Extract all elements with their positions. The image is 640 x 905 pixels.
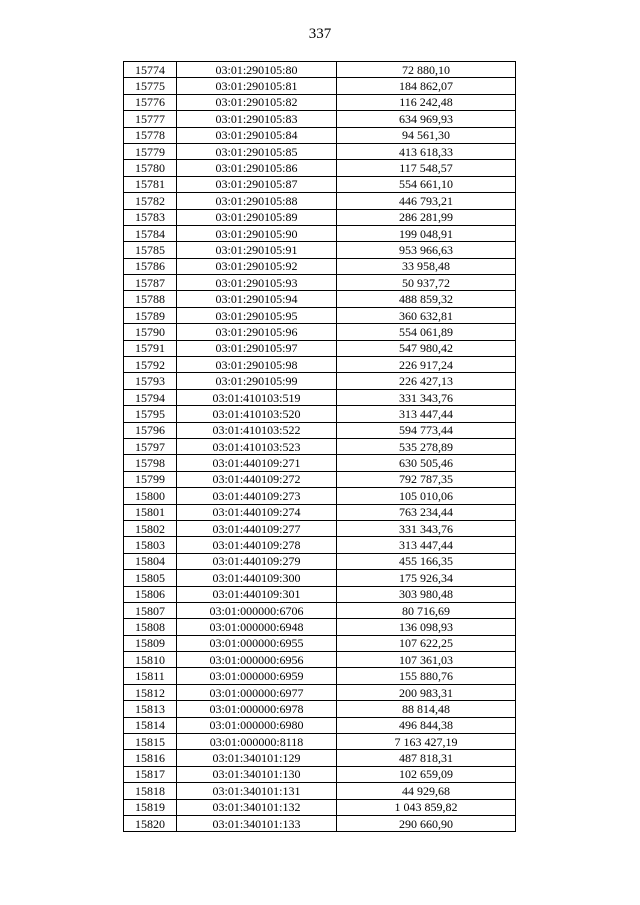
cadastral-value-cell: 50 937,72 xyxy=(337,275,516,291)
table-row xyxy=(124,422,516,438)
cadastral-number-cell: 03:01:440109:274 xyxy=(177,504,337,520)
cadastral-value-cell: 487 818,31 xyxy=(337,750,516,766)
cadastral-number-cell: 03:01:440109:273 xyxy=(177,488,337,504)
cadastral-number-cell: 03:01:290105:85 xyxy=(177,143,337,159)
table-row xyxy=(124,307,516,323)
row-number-cell: 15782 xyxy=(124,193,177,209)
table-row xyxy=(124,160,516,176)
row-number-cell: 15784 xyxy=(124,225,177,241)
table-row xyxy=(124,553,516,569)
row-number-cell: 15793 xyxy=(124,373,177,389)
cadastral-value-cell: 290 660,90 xyxy=(337,815,516,831)
row-number-cell: 15811 xyxy=(124,668,177,684)
cadastral-number-cell: 03:01:410103:523 xyxy=(177,438,337,454)
row-number-cell: 15786 xyxy=(124,258,177,274)
cadastral-number-cell: 03:01:410103:522 xyxy=(177,422,337,438)
row-number-cell: 15817 xyxy=(124,766,177,782)
cadastral-value-cell: 88 814,48 xyxy=(337,701,516,717)
row-number-cell: 15809 xyxy=(124,635,177,651)
cadastral-value-cell: 94 561,30 xyxy=(337,127,516,143)
cadastral-number-cell: 03:01:290105:87 xyxy=(177,176,337,192)
table-row xyxy=(124,783,516,799)
cadastral-value-cell: 117 548,57 xyxy=(337,160,516,176)
cadastral-number-cell: 03:01:290105:96 xyxy=(177,324,337,340)
table-row xyxy=(124,684,516,700)
cadastral-value-cell: 360 632,81 xyxy=(337,307,516,323)
row-number-cell: 15813 xyxy=(124,701,177,717)
cadastral-value-cell: 446 793,21 xyxy=(337,193,516,209)
table-row xyxy=(124,111,516,127)
cadastral-number-cell: 03:01:290105:95 xyxy=(177,307,337,323)
row-number-cell: 15796 xyxy=(124,422,177,438)
row-number-cell: 15810 xyxy=(124,652,177,668)
row-number-cell: 15775 xyxy=(124,78,177,94)
table-row xyxy=(124,766,516,782)
table-row xyxy=(124,438,516,454)
cadastral-value-cell: 136 098,93 xyxy=(337,619,516,635)
cadastral-value-cell: 554 661,10 xyxy=(337,176,516,192)
cadastral-number-cell: 03:01:000000:6959 xyxy=(177,668,337,684)
cadastral-number-cell: 03:01:290105:83 xyxy=(177,111,337,127)
table-row xyxy=(124,734,516,750)
row-number-cell: 15783 xyxy=(124,209,177,225)
row-number-cell: 15781 xyxy=(124,176,177,192)
row-number-cell: 15788 xyxy=(124,291,177,307)
table-row xyxy=(124,94,516,110)
cadastral-value-cell: 7 163 427,19 xyxy=(337,734,516,750)
cadastral-number-cell: 03:01:410103:519 xyxy=(177,389,337,405)
cadastral-number-cell: 03:01:290105:93 xyxy=(177,275,337,291)
cadastral-number-cell: 03:01:290105:97 xyxy=(177,340,337,356)
row-number-cell: 15820 xyxy=(124,815,177,831)
cadastral-number-cell: 03:01:290105:80 xyxy=(177,62,337,78)
table-row xyxy=(124,340,516,356)
cadastral-value-cell: 953 966,63 xyxy=(337,242,516,258)
cadastral-number-cell: 03:01:340101:130 xyxy=(177,766,337,782)
table-row xyxy=(124,406,516,422)
cadastral-value-cell: 44 929,68 xyxy=(337,783,516,799)
row-number-cell: 15815 xyxy=(124,734,177,750)
cadastral-number-cell: 03:01:440109:277 xyxy=(177,520,337,536)
cadastral-value-cell: 313 447,44 xyxy=(337,406,516,422)
cadastral-value-cell: 594 773,44 xyxy=(337,422,516,438)
row-number-cell: 15799 xyxy=(124,471,177,487)
table-row xyxy=(124,193,516,209)
cadastral-value-cell: 303 980,48 xyxy=(337,586,516,602)
table-row xyxy=(124,635,516,651)
table-row xyxy=(124,78,516,94)
cadastral-number-cell: 03:01:340101:131 xyxy=(177,783,337,799)
cadastral-value-cell: 630 505,46 xyxy=(337,455,516,471)
cadastral-number-cell: 03:01:290105:88 xyxy=(177,193,337,209)
row-number-cell: 15802 xyxy=(124,520,177,536)
cadastral-number-cell: 03:01:000000:8118 xyxy=(177,734,337,750)
row-number-cell: 15812 xyxy=(124,684,177,700)
cadastral-number-cell: 03:01:000000:6980 xyxy=(177,717,337,733)
cadastral-value-cell: 226 917,24 xyxy=(337,357,516,373)
row-number-cell: 15785 xyxy=(124,242,177,258)
cadastral-value-cell: 488 859,32 xyxy=(337,291,516,307)
row-number-cell: 15801 xyxy=(124,504,177,520)
row-number-cell: 15777 xyxy=(124,111,177,127)
cadastral-value-cell: 496 844,38 xyxy=(337,717,516,733)
row-number-cell: 15791 xyxy=(124,340,177,356)
cadastral-value-cell: 200 983,31 xyxy=(337,684,516,700)
cadastral-value-cell: 102 659,09 xyxy=(337,766,516,782)
cadastral-number-cell: 03:01:000000:6956 xyxy=(177,652,337,668)
table-row xyxy=(124,225,516,241)
cadastral-value-cell: 413 618,33 xyxy=(337,143,516,159)
cadastral-value-cell: 199 048,91 xyxy=(337,225,516,241)
cadastral-value-cell: 33 958,48 xyxy=(337,258,516,274)
cadastral-number-cell: 03:01:440109:278 xyxy=(177,537,337,553)
cadastral-number-cell: 03:01:440109:300 xyxy=(177,570,337,586)
cadastral-number-cell: 03:01:440109:301 xyxy=(177,586,337,602)
table-row xyxy=(124,815,516,831)
cadastral-number-cell: 03:01:000000:6977 xyxy=(177,684,337,700)
cadastral-value-cell: 72 880,10 xyxy=(337,62,516,78)
table-row xyxy=(124,127,516,143)
table-row xyxy=(124,570,516,586)
cadastral-value-cell: 547 980,42 xyxy=(337,340,516,356)
table-row xyxy=(124,652,516,668)
cadastral-number-cell: 03:01:290105:84 xyxy=(177,127,337,143)
table-row xyxy=(124,242,516,258)
row-number-cell: 15819 xyxy=(124,799,177,815)
table-row xyxy=(124,176,516,192)
row-number-cell: 15794 xyxy=(124,389,177,405)
row-number-cell: 15816 xyxy=(124,750,177,766)
cadastral-value-cell: 184 862,07 xyxy=(337,78,516,94)
row-number-cell: 15803 xyxy=(124,537,177,553)
row-number-cell: 15787 xyxy=(124,275,177,291)
table-row xyxy=(124,389,516,405)
row-number-cell: 15798 xyxy=(124,455,177,471)
cadastral-value-cell: 331 343,76 xyxy=(337,389,516,405)
row-number-cell: 15804 xyxy=(124,553,177,569)
table-row xyxy=(124,750,516,766)
cadastral-value-cell: 107 622,25 xyxy=(337,635,516,651)
table-row xyxy=(124,258,516,274)
cadastral-number-cell: 03:01:290105:90 xyxy=(177,225,337,241)
table-row xyxy=(124,602,516,618)
row-number-cell: 15792 xyxy=(124,357,177,373)
cadastral-number-cell: 03:01:290105:81 xyxy=(177,78,337,94)
table-body xyxy=(124,62,516,832)
table-row xyxy=(124,471,516,487)
cadastral-value-cell: 331 343,76 xyxy=(337,520,516,536)
row-number-cell: 15790 xyxy=(124,324,177,340)
cadastral-number-cell: 03:01:340101:132 xyxy=(177,799,337,815)
table-row xyxy=(124,143,516,159)
row-number-cell: 15774 xyxy=(124,62,177,78)
row-number-cell: 15800 xyxy=(124,488,177,504)
row-number-cell: 15818 xyxy=(124,783,177,799)
table-row xyxy=(124,373,516,389)
cadastral-number-cell: 03:01:000000:6955 xyxy=(177,635,337,651)
table-row xyxy=(124,799,516,815)
cadastral-number-cell: 03:01:000000:6948 xyxy=(177,619,337,635)
cadastral-value-table xyxy=(123,61,516,832)
row-number-cell: 15778 xyxy=(124,127,177,143)
table-row xyxy=(124,357,516,373)
table-row xyxy=(124,455,516,471)
cadastral-number-cell: 03:01:440109:279 xyxy=(177,553,337,569)
table-row xyxy=(124,586,516,602)
cadastral-value-cell: 792 787,35 xyxy=(337,471,516,487)
cadastral-value-cell: 107 361,03 xyxy=(337,652,516,668)
cadastral-value-cell: 634 969,93 xyxy=(337,111,516,127)
row-number-cell: 15807 xyxy=(124,602,177,618)
page-number: 337 xyxy=(308,26,332,42)
row-number-cell: 15814 xyxy=(124,717,177,733)
cadastral-number-cell: 03:01:340101:129 xyxy=(177,750,337,766)
cadastral-number-cell: 03:01:440109:271 xyxy=(177,455,337,471)
cadastral-number-cell: 03:01:340101:133 xyxy=(177,815,337,831)
row-number-cell: 15780 xyxy=(124,160,177,176)
cadastral-value-cell: 80 716,69 xyxy=(337,602,516,618)
table-row xyxy=(124,619,516,635)
row-number-cell: 15808 xyxy=(124,619,177,635)
cadastral-number-cell: 03:01:290105:94 xyxy=(177,291,337,307)
cadastral-number-cell: 03:01:290105:89 xyxy=(177,209,337,225)
cadastral-number-cell: 03:01:290105:86 xyxy=(177,160,337,176)
cadastral-value-cell: 226 427,13 xyxy=(337,373,516,389)
table-row xyxy=(124,62,516,78)
table-row xyxy=(124,668,516,684)
cadastral-number-cell: 03:01:410103:520 xyxy=(177,406,337,422)
row-number-cell: 15806 xyxy=(124,586,177,602)
cadastral-value-cell: 763 234,44 xyxy=(337,504,516,520)
cadastral-number-cell: 03:01:290105:91 xyxy=(177,242,337,258)
cadastral-number-cell: 03:01:290105:92 xyxy=(177,258,337,274)
row-number-cell: 15805 xyxy=(124,570,177,586)
cadastral-number-cell: 03:01:000000:6706 xyxy=(177,602,337,618)
table-row xyxy=(124,701,516,717)
cadastral-number-cell: 03:01:290105:98 xyxy=(177,357,337,373)
table-row xyxy=(124,488,516,504)
cadastral-value-cell: 554 061,89 xyxy=(337,324,516,340)
table-row xyxy=(124,275,516,291)
row-number-cell: 15779 xyxy=(124,143,177,159)
table-row xyxy=(124,717,516,733)
row-number-cell: 15789 xyxy=(124,307,177,323)
cadastral-number-cell: 03:01:000000:6978 xyxy=(177,701,337,717)
table-row xyxy=(124,520,516,536)
cadastral-value-cell: 155 880,76 xyxy=(337,668,516,684)
cadastral-value-cell: 116 242,48 xyxy=(337,94,516,110)
cadastral-value-cell: 1 043 859,82 xyxy=(337,799,516,815)
cadastral-value-cell: 535 278,89 xyxy=(337,438,516,454)
cadastral-value-cell: 455 166,35 xyxy=(337,553,516,569)
cadastral-value-cell: 313 447,44 xyxy=(337,537,516,553)
table-row xyxy=(124,209,516,225)
table-row xyxy=(124,291,516,307)
table-row xyxy=(124,324,516,340)
cadastral-number-cell: 03:01:290105:82 xyxy=(177,94,337,110)
table-row xyxy=(124,504,516,520)
cadastral-number-cell: 03:01:440109:272 xyxy=(177,471,337,487)
row-number-cell: 15797 xyxy=(124,438,177,454)
table-row xyxy=(124,537,516,553)
cadastral-value-cell: 105 010,06 xyxy=(337,488,516,504)
cadastral-number-cell: 03:01:290105:99 xyxy=(177,373,337,389)
row-number-cell: 15776 xyxy=(124,94,177,110)
row-number-cell: 15795 xyxy=(124,406,177,422)
cadastral-value-cell: 286 281,99 xyxy=(337,209,516,225)
cadastral-value-cell: 175 926,34 xyxy=(337,570,516,586)
